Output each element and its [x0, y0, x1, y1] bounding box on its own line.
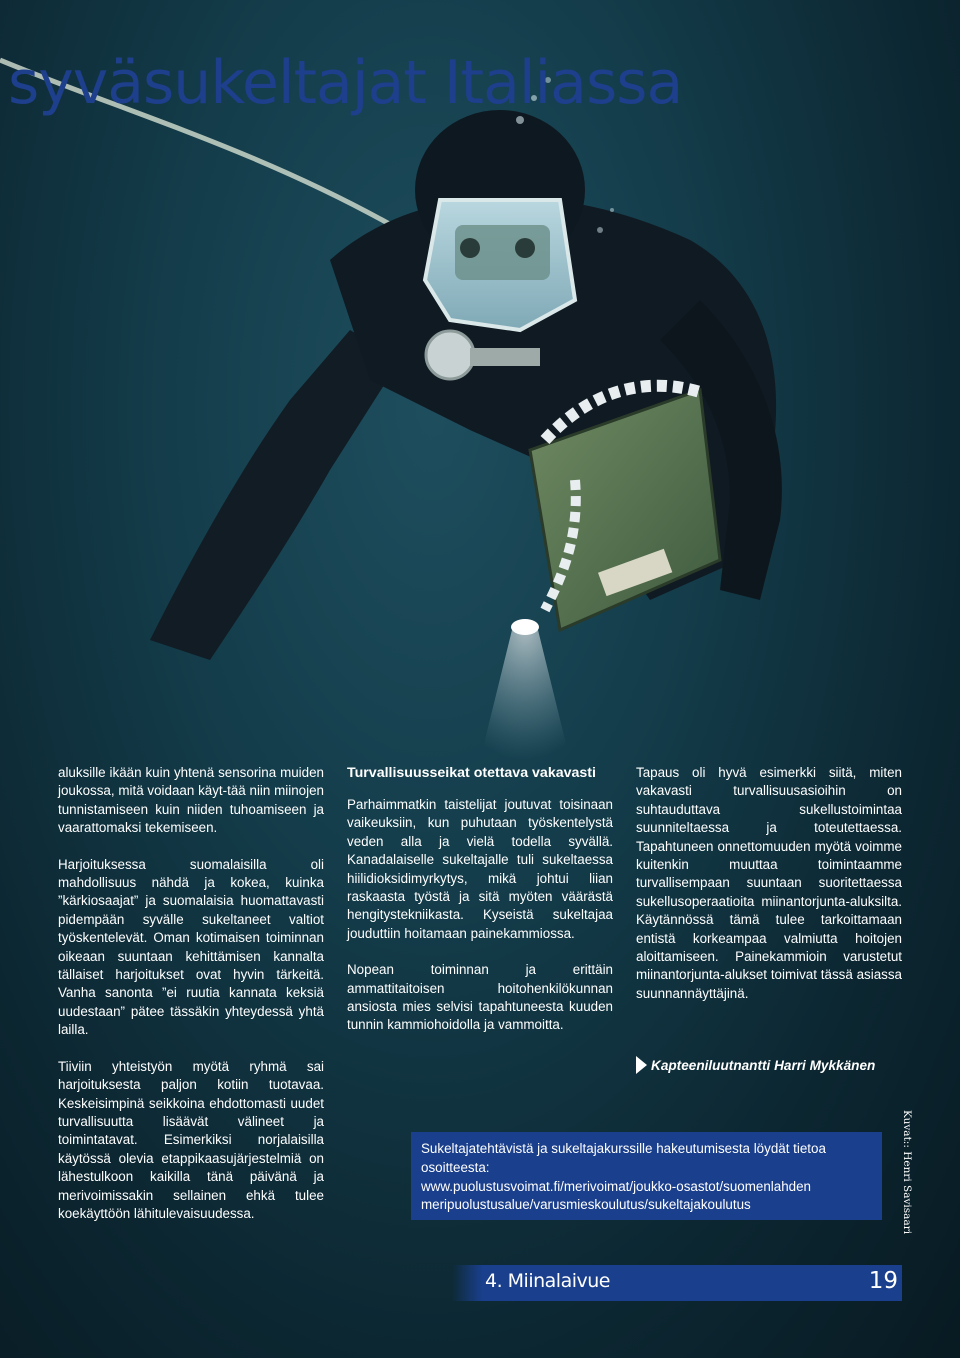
paragraph: Harjoituksessa suomalaisilla oli mahdollisuus nähdä ja kokea, kuinka ”kärkiosaajat” ja suomalaisia huomattavasti pidempään syvälle sukeltaneet valtiot työskentelevät. Oman kotimaisen toiminnan oikeaan suuntaan kehittämisen kannalta tällaiset harjoitukset ovat hyvin tärkeitä. Vanha sanonta ”ei ruutia kannata keksiä uudestaan” pätee tässäkin yhteydessä yhtä lailla.: [58, 856, 324, 1038]
author-name: Kapteeniluutnantti Harri Mykkänen: [651, 1057, 876, 1073]
info-link-continued[interactable]: meripuolustusalue/varusmieskoulutus/sukeltajakoulutus: [421, 1197, 751, 1213]
paragraph: Tapaus oli hyvä esimerkki siitä, miten vakavasti turvallisuusasioihin on suhtauduttava sukellustoimintaa suunniteltaessa ja toteutettaessa. Tapahtuneen onnettomuuden myötä voimme kuitenkin muuttaa toimintaamme turvallisempaan suuntaan suoritettaessa sukellusoperaatioita miinantorjunta-aluksilta. Käytännössä tämä tulee tarkoittamaan entistä korkeampaa valmiutta hoitojen aloittamiseen. Painekammioin varustetut miinantorjunta-alukset toimivat tässä asiassa suunnannäyttäjinä.: [636, 765, 902, 1001]
author-byline: [636, 1056, 916, 1074]
footer-fade: [452, 1265, 482, 1301]
section-heading: Turvallisuusseikat otettava vakavasti: [347, 765, 596, 781]
magazine-name: 4. Miinalaivue: [485, 1270, 610, 1292]
info-link[interactable]: www.puolustusvoimat.fi/merivoimat/joukko-osastot/suomenlahden: [421, 1178, 811, 1194]
triangle-bullet-icon: [636, 1056, 647, 1074]
paragraph: Parhaimmatkin taistelijat joutuvat toisinaan vaikeuksiin, kun puhutaan työskentelystä veden alla ja vielä todella syvällä. Kanadalaiselle sukeltajalle tuli sukeltaessa hiilidioksidimyrkytys, mikä johtui liian raskaasta työstä ja sitä myöten väärästä hengitystekniikasta. Kyseistä sukeltajaa jouduttiin hoitamaan painekammiossa.: [347, 797, 613, 941]
page-title: syväsukeltajat Italiassa: [8, 48, 683, 118]
paragraph: Nopean toiminnan ja erittäin ammattitaitoisen hoitohenkilökunnan ansiosta mies selvisi tapahtuneesta kuuden tunnin kammiohoidolla ja vammoitta.: [347, 962, 613, 1033]
paragraph: Tiiviin yhteistyön myötä ryhmä sai harjoituksesta paljon kotiin tuotavaa. Keskeisimpinä seikkoina ehdottomasti uudet turvallisuutta lisäävät välineet ja toimintatavat. Esimerkiksi norjalaisilla käytössä olevia etappikaasujärjestelmiä on lähestulkoon kaikilla tänä päivänä ja merivoimissakin sellainen ehkä tulee koekäyttöön lähitulevaisuudessa.: [58, 1058, 324, 1221]
article-column-1: [58, 764, 324, 1241]
info-text: Sukeltajatehtävistä ja sukeltajakurssille hakeutumisesta löydät tietoa osoitteesta:: [421, 1141, 826, 1175]
info-box: [411, 1132, 882, 1220]
article-column-2: [347, 764, 613, 1053]
paragraph: aluksille ikään kuin yhtenä sensorina muiden joukossa, mitä voidaan käyt-tää niin miinojen tunnistamiseen kuin niiden tuhoamiseen ja vaarattomaksi tekemiseen.: [58, 765, 324, 836]
article-column-3: [636, 764, 902, 1021]
page-number: 19: [868, 1268, 898, 1294]
photo-credit: Kuvat:: Henri Savisaari: [901, 1110, 913, 1235]
